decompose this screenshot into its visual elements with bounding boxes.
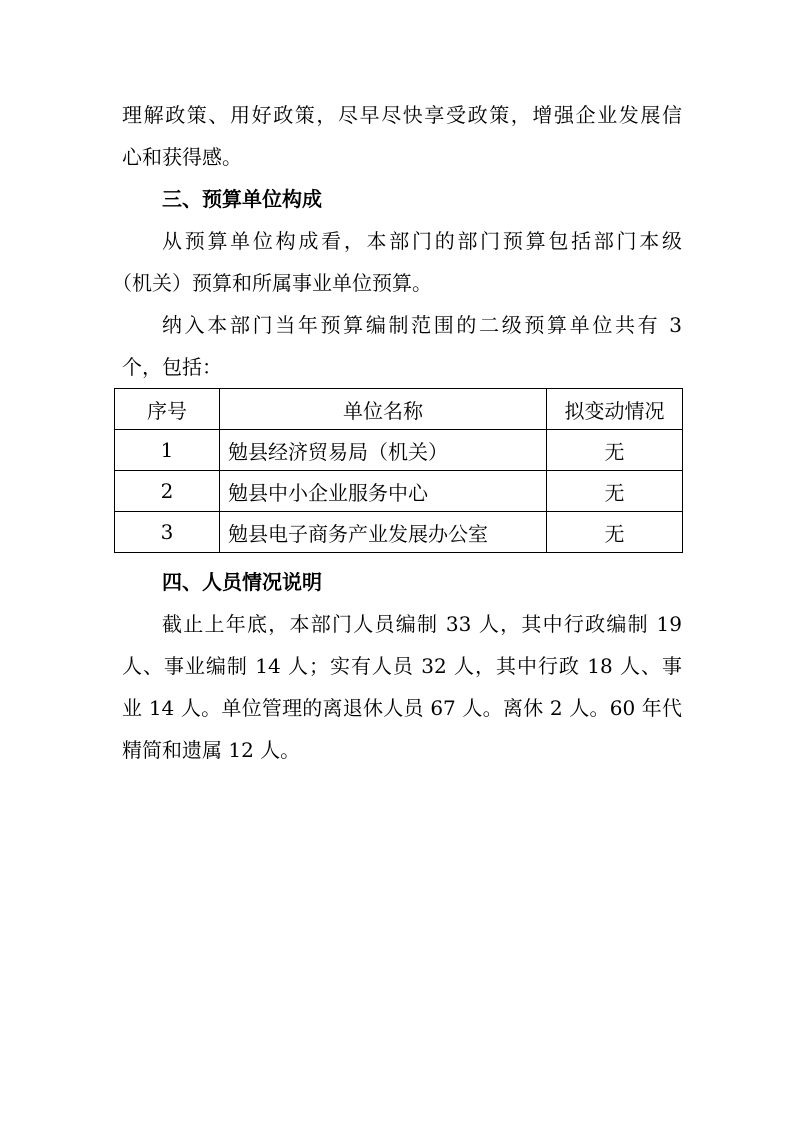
table-cell-change-status: 无 (547, 512, 683, 553)
table-row (115, 430, 683, 471)
table-cell-index: 3 (115, 512, 220, 553)
table-cell-index: 2 (115, 471, 220, 512)
paragraph-line: 从预算单位构成看，本部门的部门预算包括部门本级 (162, 229, 682, 253)
table-header-row (115, 389, 683, 430)
paragraph-line: 纳入本部门当年预算编制范围的二级预算单位共有 3 (162, 313, 682, 337)
table-cell-unit-name: 勉县经济贸易局（机关） (220, 430, 547, 471)
table-cell-unit-name: 勉县中小企业服务中心 (220, 471, 547, 512)
section-heading-staffing: 四、人员情况说明 (162, 570, 322, 594)
column-header-index: 序号 (115, 389, 220, 430)
paragraph-line: 业 14 人。单位管理的离退休人员 67 人。离休 2 人。60 年代 (122, 696, 682, 720)
budget-units-table (114, 388, 683, 553)
section-heading-budget-units: 三、预算单位构成 (162, 187, 322, 211)
paragraph-line: （机关）预算和所属事业单位预算。 (112, 271, 432, 295)
table-cell-change-status: 无 (547, 471, 683, 512)
paragraph-line: 精简和遗属 12 人。 (122, 738, 301, 762)
paragraph-line: 个，包括： (122, 355, 222, 379)
paragraph-line: 理解政策、用好政策，尽早尽快享受政策，增强企业发展信 (122, 103, 682, 127)
table-row (115, 512, 683, 553)
table-cell-change-status: 无 (547, 430, 683, 471)
table-row (115, 471, 683, 512)
column-header-unit-name: 单位名称 (220, 389, 547, 430)
paragraph-line: 人、事业编制 14 人；实有人员 32 人，其中行政 18 人、事 (122, 654, 682, 678)
paragraph-line: 心和获得感。 (122, 145, 242, 169)
column-header-change-status: 拟变动情况 (547, 389, 683, 430)
table-cell-unit-name: 勉县电子商务产业发展办公室 (220, 512, 547, 553)
table-cell-index: 1 (115, 430, 220, 471)
paragraph-line: 截止上年底，本部门人员编制 33 人，其中行政编制 19 (162, 612, 682, 636)
